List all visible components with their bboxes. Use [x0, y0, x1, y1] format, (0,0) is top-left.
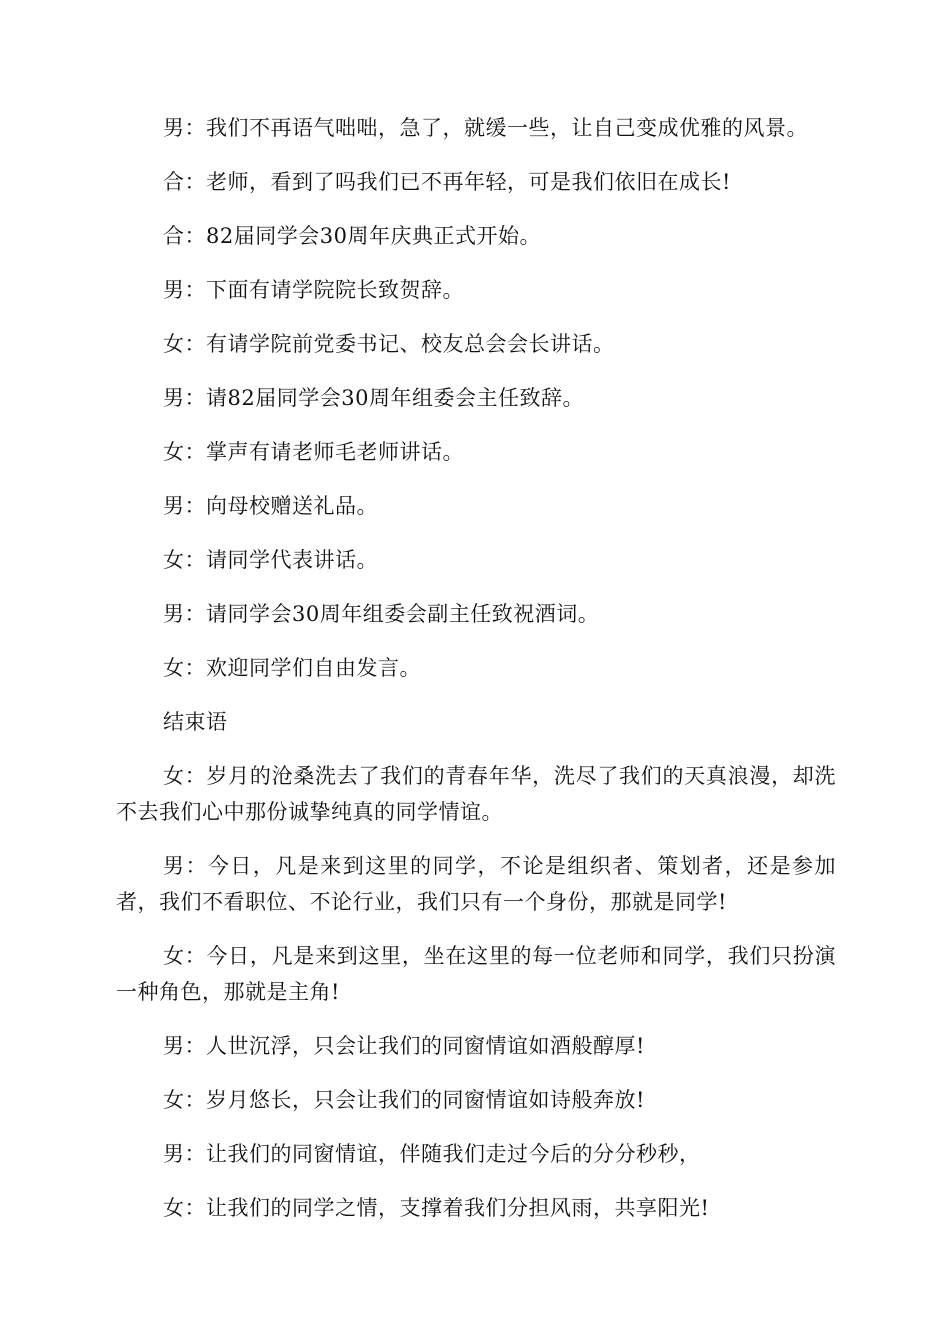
- paragraph: 女：有请学院前党委书记、校友总会会长讲话。: [163, 332, 615, 356]
- paragraph: 女：岁月的沧桑洗去了我们的青春年华，洗尽了我们的天真浪漫，却洗不去我们心中那份诚挚纯真的同学情谊。: [116, 764, 836, 824]
- paragraph: 女：让我们的同学之情，支撑着我们分担风雨，共享阳光!: [163, 1196, 710, 1220]
- paragraph: 男：我们不再语气咄咄，急了，就缓一些，让自己变成优雅的风景。: [163, 116, 808, 140]
- paragraph: 男：今日，凡是来到这里的同学，不论是组织者、策划者，还是参加者，我们不看职位、不论行业，我们只有一个身份，那就是同学!: [116, 854, 836, 914]
- paragraph: 男：请82届同学会30周年组委会主任致辞。: [163, 386, 584, 410]
- paragraph: 女：欢迎同学们自由发言。: [163, 656, 421, 680]
- paragraph: 合：老师，看到了吗我们已不再年轻，可是我们依旧在成长!: [163, 170, 731, 194]
- paragraph: 合：82届同学会30周年庆典正式开始。: [163, 224, 541, 248]
- paragraph: 女：今日，凡是来到这里，坐在这里的每一位老师和同学，我们只扮演一种角色，那就是主角!: [116, 944, 836, 1004]
- paragraph: 女：请同学代表讲话。: [163, 548, 378, 572]
- paragraph: 男：向母校赠送礼品。: [163, 494, 378, 518]
- section-heading: 结束语: [163, 710, 228, 734]
- paragraph: 女：岁月悠长，只会让我们的同窗情谊如诗般奔放!: [163, 1088, 645, 1112]
- paragraph: 男：请同学会30周年组委会副主任致祝酒词。: [163, 602, 600, 626]
- paragraph: 男：下面有请学院院长致贺辞。: [163, 278, 464, 302]
- paragraph: 女：掌声有请老师毛老师讲话。: [163, 440, 464, 464]
- paragraph: 男：人世沉浮，只会让我们的同窗情谊如酒般醇厚!: [163, 1034, 645, 1058]
- paragraph: 男：让我们的同窗情谊，伴随我们走过今后的分分秒秒，: [163, 1142, 701, 1166]
- document-body: [116, 110, 836, 1244]
